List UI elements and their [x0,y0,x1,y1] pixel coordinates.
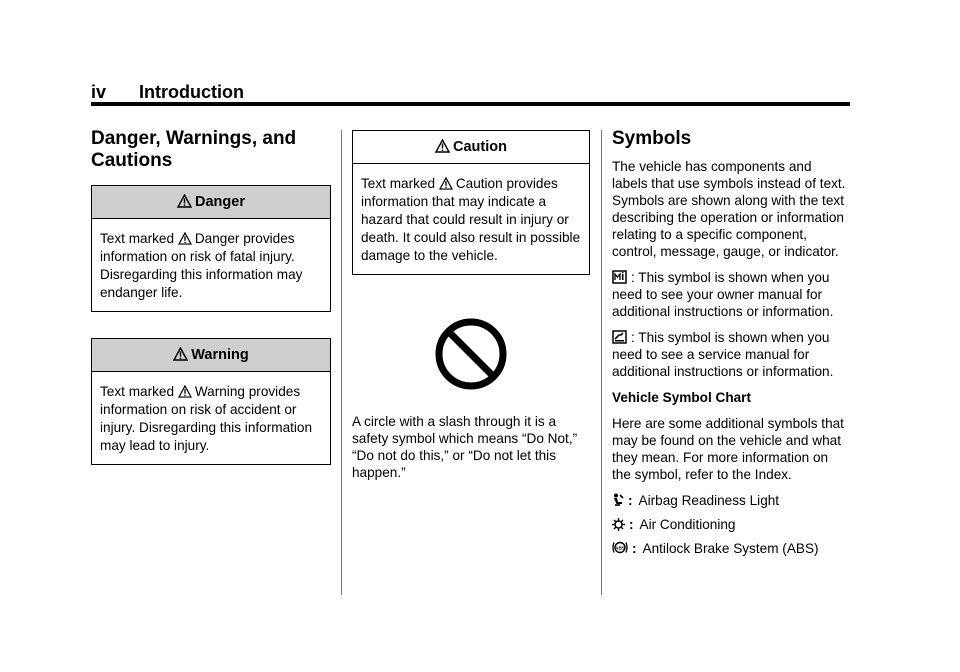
warning-box-body [92,372,330,464]
danger-text-rest: provides information on risk of fatal injury. Disregarding this information may endanger life. [100,231,303,300]
warning-box-title: Warning [191,347,249,363]
list-item [612,516,850,533]
symbol-chart-heading: Vehicle Symbol Chart [612,390,752,405]
caution-box-header [353,131,589,164]
warning-text-label: Warning [194,384,245,399]
circle-symbol-text: A circle with a slash through it is a safety symbol which means “Do Not,” “Do not do this,” or “Do not let this happen.” [352,414,578,480]
warning-triangle-icon [439,177,453,190]
danger-box-title: Danger [195,194,245,210]
warning-box [91,338,331,465]
column-divider [601,130,602,595]
symbol-chart-intro: Here are some additional symbols that may be found on the vehicle and what they mean. For more information on the symbol, refer to the Index. [612,416,844,482]
page-number: iv [91,82,107,102]
warning-triangle-icon [178,232,192,245]
warning-triangle-icon [173,347,188,361]
danger-box-body [92,219,330,311]
owner-manual-text: : This symbol is shown when you need to see your owner manual for additional instructions or information. [612,270,834,319]
service-manual-entry [612,329,850,380]
warning-text-rest: provides information on risk of accident or injury. Disregarding this information may lead to injury. [100,384,313,453]
symbol-colon: : [632,541,637,556]
warning-triangle-icon [177,194,192,208]
svg-text:ABS: ABS [615,545,625,551]
warning-triangle-icon [435,139,450,153]
symbols-intro: The vehicle has components and labels that use symbols instead of text. Symbols are shown along with the text describing the operation or information relating to a specific component, control, message, gauge, or indicator. [612,159,846,259]
prohibition-symbol-icon [434,317,508,391]
air-conditioning-icon [612,518,625,531]
danger-text-label: Danger [194,231,240,246]
symbol-colon: : [629,517,634,532]
middle-column [352,126,590,481]
warning-box-header [92,339,330,372]
service-manual-text: : This symbol is shown when you need to see a service manual for additional instructions or information. [612,330,834,379]
service-manual-icon [612,330,627,344]
danger-box [91,185,331,312]
caution-text-rest: provides information that may indicate a hazard that could result in injury or death. It could also result in possible damage to the vehicle. [361,176,581,263]
airbag-icon [612,493,624,507]
list-item [612,540,850,557]
header-rule [91,102,850,106]
danger-box-header [92,186,330,219]
section-title: Introduction [139,82,244,102]
abs-icon [612,540,628,555]
owner-manual-icon [612,270,627,284]
symbol-label: Airbag Readiness Light [638,493,780,508]
column-divider [341,130,342,595]
caution-text-prefix: Text marked [361,176,436,191]
left-column [91,126,331,465]
caution-text-label: Caution [455,176,503,191]
list-item [612,492,850,509]
caution-box-title: Caution [453,139,507,155]
page-header [91,82,850,103]
symbol-label: Antilock Brake System (ABS) [642,541,819,556]
section-heading: Danger, Warnings, and Cautions [91,128,297,171]
warning-text-prefix: Text marked [100,384,175,399]
symbol-label: Air Conditioning [639,517,736,532]
danger-text-prefix: Text marked [100,231,175,246]
caution-box-body [353,164,589,274]
symbol-colon: : [628,493,633,508]
warning-triangle-icon [178,385,192,398]
right-column [612,126,850,564]
section-heading: Symbols [612,128,692,149]
owner-manual-entry [612,269,850,320]
caution-box [352,130,590,275]
